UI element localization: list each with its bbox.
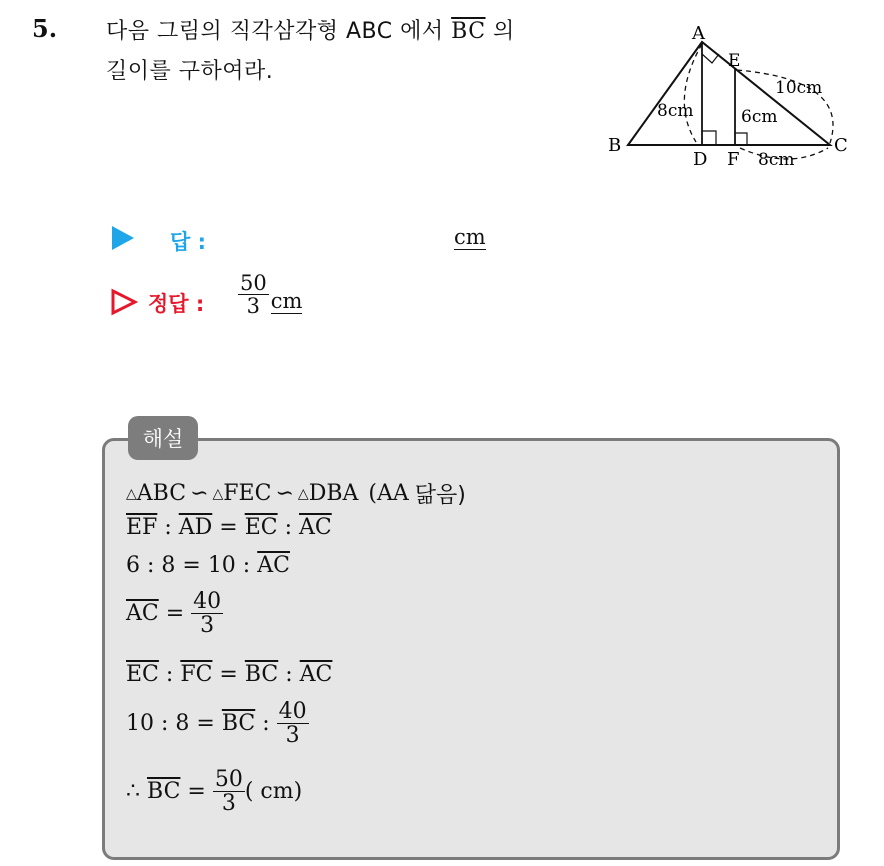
correct-answer-fraction bbox=[238, 272, 269, 317]
equation-text: 10 : 8 = bbox=[126, 711, 215, 737]
segment-bc: $\overline{BC}$ bbox=[451, 19, 486, 44]
therefore-symbol: ∴ bbox=[126, 779, 140, 805]
triangle-abc-text: ABC bbox=[136, 481, 187, 506]
length-fc: 8cm bbox=[758, 150, 795, 170]
solution-line-4: $\overline{AC}$ = $\frac{40}{3}$ bbox=[126, 589, 222, 639]
label-d: D bbox=[693, 149, 708, 170]
label-b: B bbox=[608, 135, 622, 156]
segment: $\overline{EC}$ bbox=[126, 662, 159, 687]
segment: $\overline{AD}$ bbox=[178, 515, 213, 540]
segment: $\overline{AC}$ bbox=[126, 601, 159, 627]
solution-tag: 해설 bbox=[128, 416, 198, 460]
question-text-suffix: 의 bbox=[493, 19, 515, 44]
fraction-numerator: 40 bbox=[278, 699, 307, 724]
correct-answer bbox=[238, 272, 302, 317]
question-number: 5. bbox=[32, 14, 58, 43]
answer-label: 답 : bbox=[170, 230, 206, 254]
length-ec: 10cm bbox=[775, 78, 823, 98]
equation-text: 6 : 8 = 10 : bbox=[126, 553, 251, 578]
solution-line-7: ∴ $\overline{BC}$ = $\frac{50}{3}$ ( cm) bbox=[126, 767, 303, 817]
triangle-figure bbox=[600, 20, 870, 180]
solution-line-1: △ ABC ∽ △ FEC ∽ △ DBA (AA 닮음) bbox=[126, 478, 466, 509]
dashed-arc-ab bbox=[684, 44, 702, 142]
fraction-denominator: 3 bbox=[246, 294, 261, 319]
segment: $\overline{AC}$ bbox=[257, 553, 290, 578]
right-angle-f bbox=[735, 133, 747, 145]
outline-play-icon bbox=[110, 288, 138, 316]
fraction-denominator: 3 bbox=[200, 613, 215, 639]
label-c: C bbox=[834, 135, 848, 156]
fraction-denominator: 3 bbox=[285, 723, 300, 749]
question-line-1 bbox=[106, 14, 515, 45]
fraction bbox=[277, 700, 309, 747]
triangle-dba-text: DBA bbox=[308, 481, 359, 506]
play-icon bbox=[112, 226, 134, 250]
label-f: F bbox=[727, 149, 740, 170]
question-text: 다음 그림의 직각삼각형 ABC 에서 bbox=[106, 19, 444, 44]
question-line-2: 길이를 구하여라. bbox=[106, 59, 274, 84]
answer-unit: cm bbox=[454, 225, 486, 249]
similarity-note-korean: 닮음) bbox=[414, 483, 466, 508]
fraction-numerator: 50 bbox=[214, 767, 243, 792]
segment: $\overline{FC}$ bbox=[180, 662, 213, 687]
label-e: E bbox=[728, 51, 741, 71]
correct-answer-label: 정답 : bbox=[148, 292, 205, 316]
length-ef: 6cm bbox=[741, 107, 778, 127]
segment: $\overline{BC}$ bbox=[147, 779, 181, 805]
segment: $\overline{EF}$ bbox=[126, 515, 158, 540]
fraction-numerator: 40 bbox=[193, 589, 222, 614]
solution-line-2: $\overline{EF}$ : $\overline{AD}$ = $\overline{EC}$ : $\overline{AC}$ bbox=[126, 515, 332, 540]
length-ab: 8cm bbox=[657, 101, 694, 121]
fraction bbox=[191, 590, 223, 637]
correct-answer-unit: cm bbox=[270, 288, 303, 313]
segment: $\overline{BC}$ bbox=[221, 711, 256, 737]
fraction-denominator: 3 bbox=[221, 791, 236, 817]
right-angle-d bbox=[702, 131, 716, 145]
segment: $\overline{BC}$ bbox=[244, 662, 279, 687]
solution-line-6: 10 : 8 = $\overline{BC}$ : $\frac{40}{3}$ bbox=[126, 699, 307, 749]
triangle-fec-text: FEC bbox=[223, 481, 272, 506]
segment: $\overline{AC}$ bbox=[299, 662, 333, 687]
fraction-numerator: 50 bbox=[240, 271, 267, 295]
unit: ( cm) bbox=[244, 779, 303, 805]
segment: $\overline{AC}$ bbox=[299, 515, 332, 540]
solution-line-3 bbox=[126, 553, 290, 578]
right-angle-a bbox=[702, 54, 719, 63]
similar-symbol: ∽ bbox=[275, 481, 294, 506]
fraction bbox=[213, 768, 245, 815]
solution-line-5: $\overline{EC}$ : $\overline{FC}$ = $\overline{BC}$ : $\overline{AC}$ bbox=[126, 662, 333, 687]
similar-symbol: ∽ bbox=[190, 481, 209, 506]
segment: $\overline{EC}$ bbox=[244, 515, 278, 540]
similarity-note: (AA bbox=[368, 481, 409, 506]
label-a: A bbox=[692, 23, 705, 44]
